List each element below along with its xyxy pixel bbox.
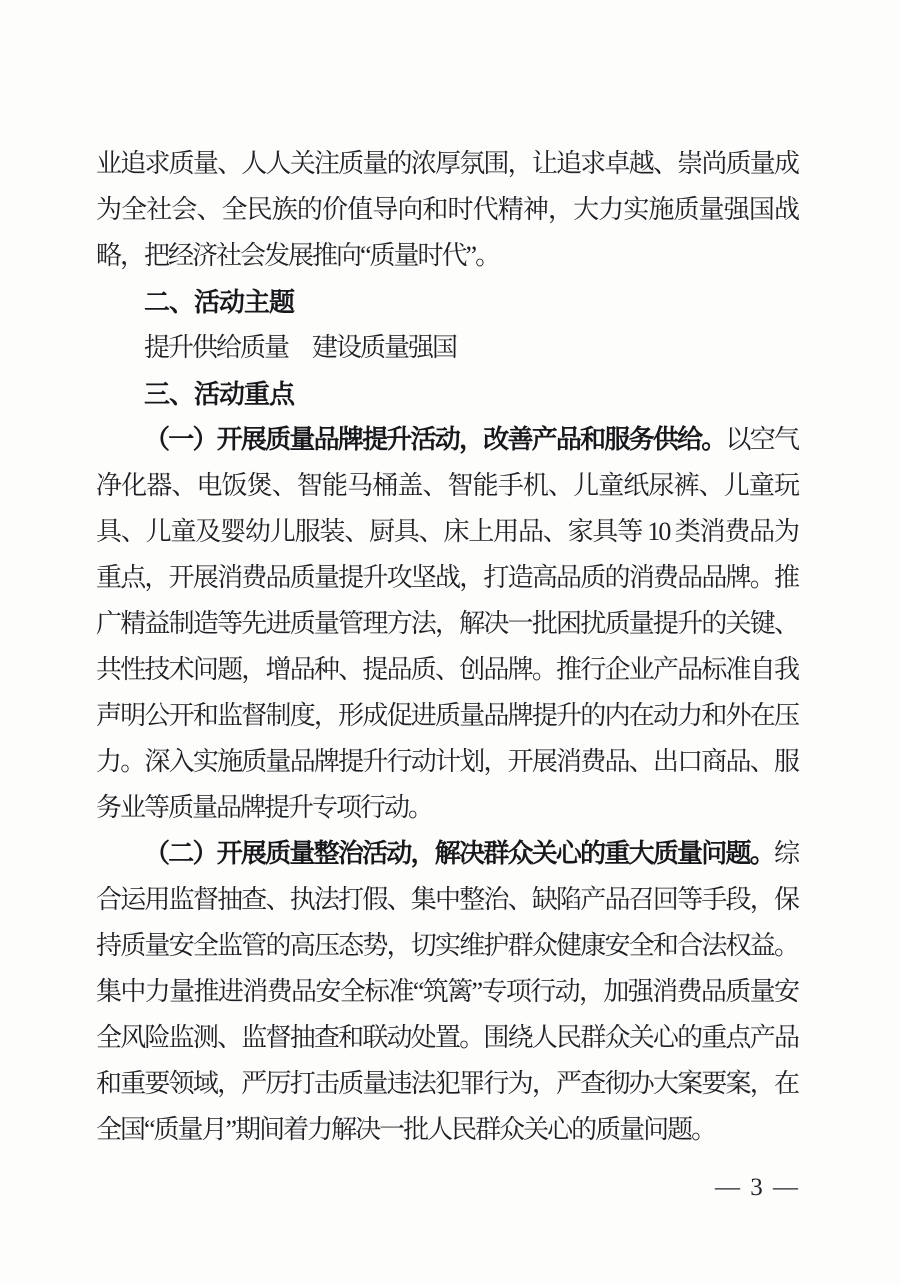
paragraph-continuation: 业追求质量、人人关注质量的浓厚氛围，让追求卓越、崇尚质量成为全社会、全民族的价值导向和时代精神，大力实施质量强国战略，把经济社会发展推向“质量时代”。 [96,149,798,270]
theme-slogan-line: 提升供给质量 建设质量强国 [144,333,457,362]
section-heading-activity-focus: 三、活动重点 [144,379,295,409]
paragraph-item-two-text: 综合运用监督抽查、执法打假、集中整治、缺陷产品召回等手段，保持质量安全监管的高压态势，切实维护群众健康安全和合法权益。集中力量推进消费品安全标准“筑篱”专项行动，加强消费品质量安全风险监测、监督抽查和联动处置。围绕人民群众关心的重点产品和重要领域，严厉打击质量违法犯罪行为，严查彻办大案要案，在全国“质量月”期间着力解决一批人民群众关心的质量问题。 [96,839,798,1144]
section-heading-activity-theme: 二、活动主题 [144,287,295,317]
paragraph-item-one-lead: （一）开展质量品牌提升活动，改善产品和服务供给。 [144,425,726,454]
paragraph-item-two-lead: （二）开展质量整治活动，解决群众关心的重大质量问题。 [144,839,774,868]
paragraph-item-one [96,417,798,831]
page-number: — 3 — [715,1174,800,1201]
paragraph-item-two [96,831,798,1153]
paragraph-item-one-text: 以空气净化器、电饭煲、智能马桶盖、智能手机、儿童纸尿裤、儿童玩具、儿童及婴幼儿服装、厨具、床上用品、家具等 10 类消费品为重点，开展消费品质量提升攻坚战，打造高品质的消费品品牌。推广精益制造等先进质量管理方法，解决一批困扰质量提升的关键、共性技术问题，增品种、提品质、创品牌。推行企业产品标准自我声明公开和监督制度，形成促进质量品牌提升的内在动力和外在压力。深入实施质量品牌提升行动计划，开展消费品、出口商品、服务业等质量品牌提升专项行动。 [96,425,798,822]
document-body [96,141,798,1153]
